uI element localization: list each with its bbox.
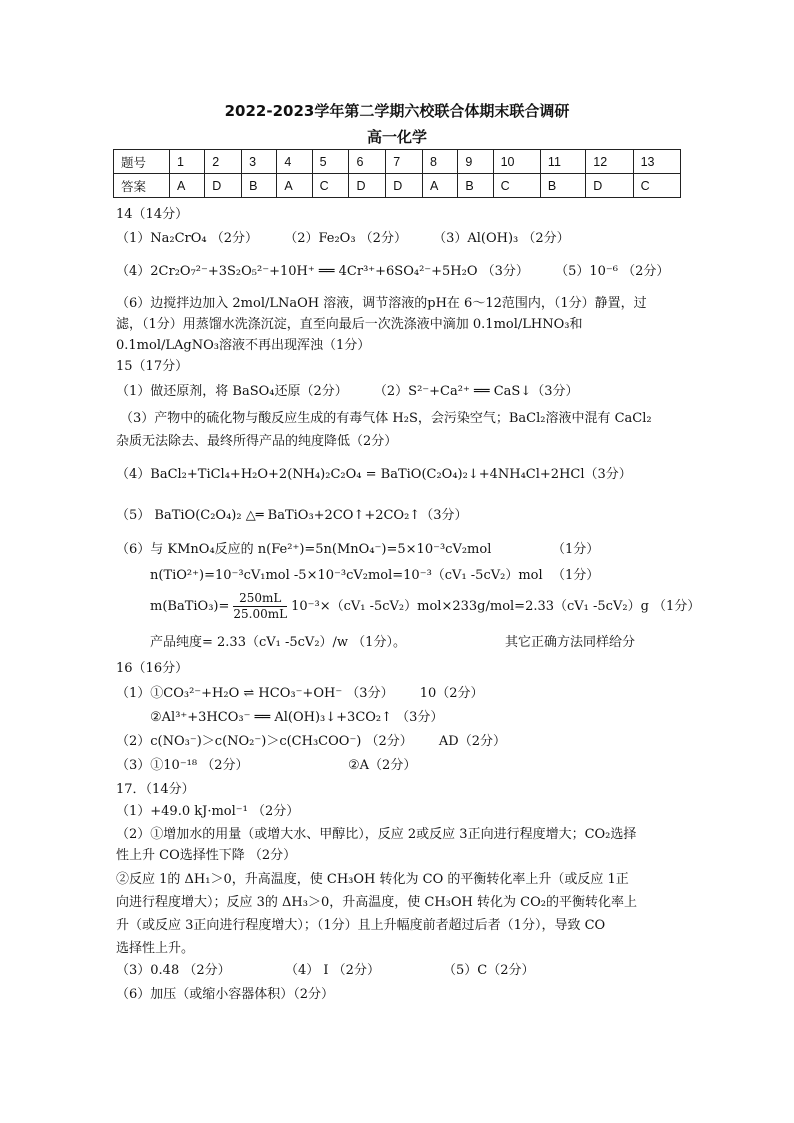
answer-row — [114, 174, 681, 198]
answer-cell: A — [277, 174, 312, 198]
question-number: 6 — [349, 150, 386, 174]
answer-cell: A — [423, 174, 458, 198]
q15-answer-4: （4）BaCl₂+TiCl₄+H₂O+2(NH₄)₂C₂O₄ = BaTiO(C₂O₄)₂↓+4NH₄Cl+2HCl（3分） — [116, 467, 632, 482]
q14-answer-5: （5）10⁻⁶ （2分） — [555, 264, 670, 279]
q15-mass-line — [150, 590, 700, 624]
q16-line-1 — [116, 685, 484, 703]
q15-tio-amount: n(TiO²⁺)=10⁻³cV₁mol -5×10⁻³cV₂mol=10⁻³（cV₁ -5cV₂）mol — [150, 568, 543, 583]
q17-answer-5: （5）C（2分） — [443, 963, 535, 978]
question-number: 10 — [493, 150, 540, 174]
q16-answer-2b: AD（2分） — [438, 734, 507, 749]
q15-note: 其它正确方法同样给分 — [505, 635, 636, 650]
q14-answer-6-line-3: 0.1mol/LAgNO₃溶液不再出现浑浊（1分） — [116, 338, 371, 353]
q15-heading: 15（17分） — [116, 359, 189, 374]
q14-answer-4: （4）2Cr₂O₇²⁻+3S₂O₅²⁻+10H⁺ ══ 4Cr³⁺+6SO₄²⁻+5H₂O （3分） — [116, 264, 529, 279]
q15-answer-5: （5） BaTiO(C₂O₄)₂ △═ BaTiO₃+2CO↑+2CO₂↑（3分） — [116, 508, 468, 523]
multiple-choice-answer-table — [113, 149, 681, 198]
q17-answer-2-line-2: 性上升 CO选择性下降 （2分） — [116, 848, 297, 863]
q16-answer-3a: （3）①10⁻¹⁸ （2分） — [116, 758, 249, 773]
q14-answer-2: （2）Fe₂O₃ （2分） — [284, 231, 407, 246]
question-number: 9 — [458, 150, 493, 174]
question-number: 12 — [586, 150, 633, 174]
q14-answer-6-line-1: （6）边搅拌边加入 2mol/LNaOH 溶液，调节溶液的pH在 6～12范围内，（1分）静置，过 — [116, 296, 647, 311]
q17-line-8 — [116, 962, 231, 980]
question-number: 4 — [277, 150, 312, 174]
question-number: 3 — [242, 150, 277, 174]
answer-cell: D — [349, 174, 386, 198]
q17-answer-4: （4） I （2分） — [285, 963, 380, 978]
q15-volume-fraction — [233, 591, 287, 622]
q15-answer-2: （2）S²⁻+Ca²⁺ ══ CaS↓（3分） — [373, 384, 579, 399]
answer-cell: A — [170, 174, 205, 198]
q17-heading: 17．（14分） — [116, 782, 195, 797]
q14-answer-6-line-2: 滤，（1分）用蒸馏水洗涤沉淀，直至向最后一次洗涤液中滴加 0.1mol/LHNO₃和 — [116, 317, 583, 332]
q17-answer-2b-line-3: 升（或反应 3正向进行程度增大）；（1分）且上升幅度前者超过后者（1分），导致 CO — [116, 918, 606, 933]
answer-cell: D — [386, 174, 423, 198]
fraction-numerator: 250mL — [233, 591, 287, 607]
q15-answer-3-line-1: （3）产物中的硫化物与酸反应生成的有毒气体 H₂S，会污染空气；BaCl₂溶液中混有 CaCl₂ — [120, 411, 652, 426]
answer-cell: B — [540, 174, 585, 198]
answer-cell: C — [312, 174, 349, 198]
q15-answer-3-line-2: 杂质无法除去、最终所得产品的纯度降低（2分） — [116, 434, 398, 449]
q15-line-1 — [116, 383, 579, 401]
subject-title: 高一化学 — [366, 128, 427, 146]
q15-answer-1: （1）做还原剂，将 BaSO₄还原（2分） — [116, 384, 348, 399]
q16-answer-3b: ②A（2分） — [348, 758, 417, 773]
question-number: 5 — [312, 150, 349, 174]
q16-answer-2a: （2）c(NO₃⁻)＞c(NO₂⁻)＞c(CH₃COO⁻) （2分） — [116, 734, 413, 749]
q14-line-2 — [116, 263, 669, 281]
q17-answer-2b-line-4: 选择性上升。 — [116, 941, 195, 956]
q16-heading: 16（16分） — [116, 661, 189, 676]
q17-answer-3: （3）0.48 （2分） — [116, 963, 231, 978]
q16-answer-1a: （1）①CO₃²⁻+H₂O ⇌ HCO₃⁻+OH⁻ （3分） — [116, 686, 394, 701]
answer-cell: B — [242, 174, 277, 198]
question-number: 8 — [423, 150, 458, 174]
q15-purity: 产品纯度= 2.33（cV₁ -5cV₂）/w （1分）。 — [150, 635, 406, 650]
q15-answer-6-line-1 — [116, 541, 491, 559]
q16-answer-1c: ②Al³⁺+3HCO₃⁻ ══ Al(OH)₃↓+3CO₂↑ （3分） — [150, 710, 444, 725]
q16-line-4 — [116, 757, 249, 775]
q17-answer-1: （1）+49.0 kJ·mol⁻¹ （2分） — [116, 804, 300, 819]
question-number: 7 — [386, 150, 423, 174]
question-number: 13 — [633, 150, 680, 174]
q15-score-2: （1分） — [552, 568, 600, 583]
q14-heading: 14（14分） — [116, 207, 189, 222]
question-number: 11 — [540, 150, 585, 174]
question-number: 2 — [205, 150, 242, 174]
q14-answer-3: （3）Al(OH)₃ （2分） — [433, 231, 570, 246]
answer-cell: C — [633, 174, 680, 198]
answer-cell: C — [493, 174, 540, 198]
fraction-denominator: 25.00mL — [233, 607, 288, 621]
row-label-answer: 答案 — [114, 174, 170, 198]
q15-mass-expression: 10⁻³×（cV₁ -5cV₂）mol×233g/mol=2.33（cV₁ -5cV₂）g （1分） — [291, 599, 701, 614]
q15-score-1: （1分） — [552, 542, 600, 557]
question-number: 1 — [170, 150, 205, 174]
question-number-row — [114, 150, 681, 174]
row-label-number: 题号 — [114, 150, 170, 174]
q15-purity-line — [150, 634, 406, 652]
answer-cell: D — [205, 174, 242, 198]
q16-line-3 — [116, 733, 506, 751]
q17-answer-2-line-1: （2）①增加水的用量（或增大水、甲醇比），反应 2或反应 3正向进行程度增大；CO₂选择 — [116, 827, 637, 842]
answer-cell: B — [458, 174, 493, 198]
document-title: 2022-2023学年第二学期六校联合体期末联合调研 — [224, 102, 570, 120]
q14-line-1 — [116, 230, 570, 248]
q17-answer-2b-line-2: 向进行程度增大）；反应 3的 ΔH₃＞0，升高温度，使 CH₃OH 转化为 CO₂的平衡转化率上 — [116, 895, 637, 910]
q14-answer-1: （1）Na₂CrO₄ （2分） — [116, 231, 259, 246]
answer-cell: D — [586, 174, 633, 198]
q17-answer-2b-line-1: ②反应 1的 ΔH₁＞0，升高温度，使 CH₃OH 转化为 CO 的平衡转化率上升（或反应 1正 — [116, 872, 629, 887]
q15-mass-label: m(BaTiO₃)= — [150, 599, 230, 614]
q15-fe-amount: （6）与 KMnO₄反应的 n(Fe²⁺)=5n(MnO₄⁻)=5×10⁻³cV₂mol — [116, 542, 492, 557]
q17-answer-6: （6）加压（或缩小容器体积）（2分） — [116, 987, 335, 1002]
q16-answer-1b: 10（2分） — [419, 686, 484, 701]
